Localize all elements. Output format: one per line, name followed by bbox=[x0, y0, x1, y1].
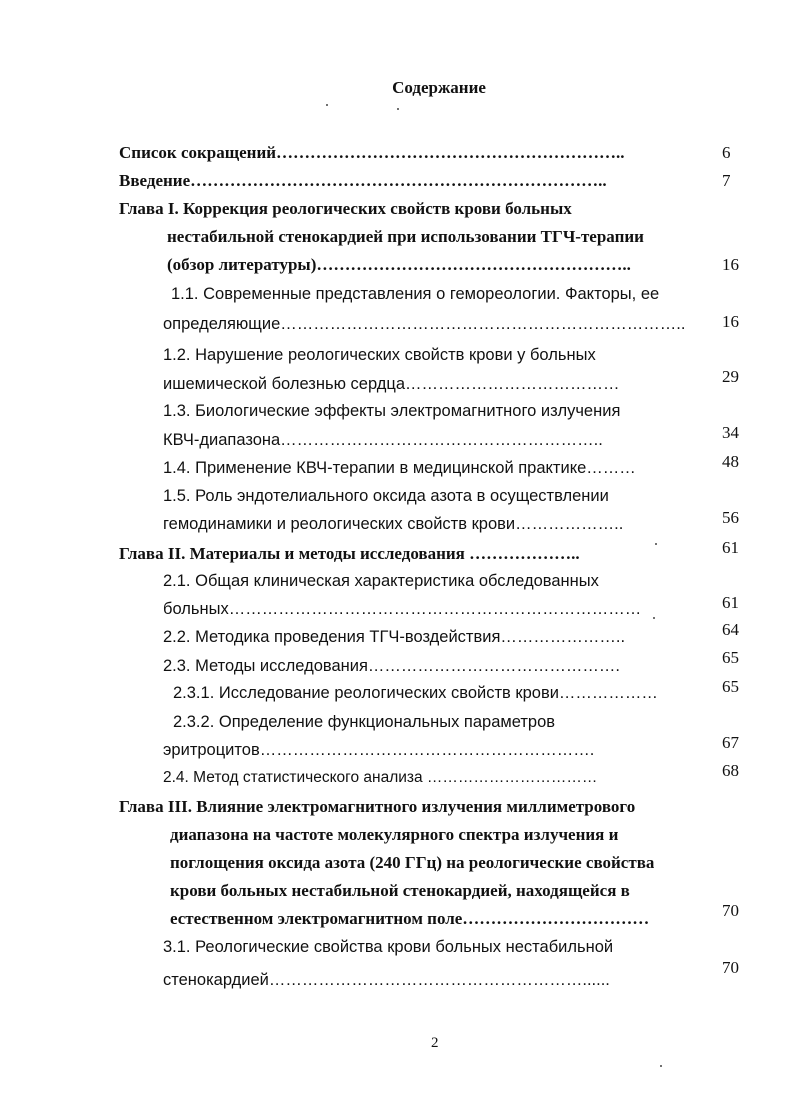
toc-entry-1-5-line2: гемодинамики и реологических свойств крови……………….. bbox=[163, 515, 624, 533]
toc-page-number: 61 bbox=[722, 538, 739, 557]
toc-entry-1-1: 1.1. Современные представления о гемореологии. Факторы, ее bbox=[171, 285, 660, 303]
toc-entry-chapter-1-line3: (обзор литературы)……………………………………………….. bbox=[167, 255, 631, 274]
toc-page-number: 61 bbox=[722, 593, 739, 612]
toc-page-number: 56 bbox=[722, 508, 739, 527]
toc-page-number: 64 bbox=[722, 620, 739, 639]
toc-page-number: 16 bbox=[722, 312, 739, 331]
toc-entry-3-1-line2: стенокардией…………………………………………………...... bbox=[163, 971, 610, 989]
toc-page-number: 7 bbox=[722, 171, 731, 190]
toc-entry-1-2-line2: ишемической болезнью сердца………………………………… bbox=[163, 375, 620, 393]
scan-speck bbox=[326, 104, 328, 106]
toc-page-number: 34 bbox=[722, 423, 739, 442]
toc-entry-1-1-line2: определяющие……………………………………………………………….. bbox=[163, 315, 686, 333]
toc-page-number: 16 bbox=[722, 255, 739, 274]
toc-entry-chapter-3-line5: естественном электромагнитном поле…………………………… bbox=[170, 909, 650, 928]
toc-entry-chapter-1-line2: нестабильной стенокардией при использовании ТГЧ-терапии bbox=[167, 227, 644, 246]
toc-entry-1-4: 1.4. Применение КВЧ-терапии в медицинской практике……… bbox=[163, 459, 636, 477]
toc-entry-chapter-3-line3: поглощения оксида азота (240 ГГц) на реологические свойства bbox=[170, 853, 655, 872]
toc-entry-2-2: 2.2. Методика проведения ТГЧ-воздействия………………….. bbox=[163, 628, 626, 646]
toc-page-number: 65 bbox=[722, 648, 739, 667]
toc-entry-3-1: 3.1. Реологические свойства крови больных нестабильной bbox=[163, 938, 614, 956]
toc-page-number: 48 bbox=[722, 452, 739, 471]
toc-entry-2-1: 2.1. Общая клиническая характеристика обследованных bbox=[163, 572, 599, 590]
toc-entry-chapter-1: Глава I. Коррекция реологических свойств крови больных bbox=[119, 199, 572, 218]
scan-speck bbox=[660, 1065, 662, 1067]
toc-entry-chapter-3-line2: диапазона на частоте молекулярного спектра излучения и bbox=[170, 825, 619, 844]
toc-entry-2-4: 2.4. Метод статистического анализа …………………………… bbox=[163, 769, 598, 786]
toc-entry-chapter-3-line4: крови больных нестабильной стенокардией, находящейся в bbox=[170, 881, 630, 900]
toc-entry-2-3-2-line2: эритроцитов……………………………………………………. bbox=[163, 741, 595, 759]
page-number: 2 bbox=[431, 1035, 439, 1051]
toc-page-number: 70 bbox=[722, 958, 739, 977]
toc-entry-2-1-line2: больных………………………………………………………………… bbox=[163, 600, 642, 618]
toc-entry-1-5: 1.5. Роль эндотелиального оксида азота в осуществлении bbox=[163, 487, 609, 505]
toc-page-number: 67 bbox=[722, 733, 739, 752]
toc-page-number: 70 bbox=[722, 901, 739, 920]
toc-entry-1-3-line2: КВЧ-диапазона………………………………………………….. bbox=[163, 431, 603, 449]
scan-speck bbox=[397, 108, 399, 110]
toc-entry-chapter-3: Глава III. Влияние электромагнитного излучения миллиметрового bbox=[119, 797, 636, 816]
toc-entry-2-3-2: 2.3.2. Определение функциональных параметров bbox=[173, 713, 556, 731]
toc-entry-1-3: 1.3. Биологические эффекты электромагнитного излучения bbox=[163, 402, 621, 420]
page-title: Содержание bbox=[392, 78, 486, 97]
toc-page-number: 29 bbox=[722, 367, 739, 386]
toc-entry-abbreviations: Список сокращений…………………………………………………….. bbox=[119, 143, 625, 162]
scan-speck bbox=[655, 543, 657, 545]
toc-entry-2-3: 2.3. Методы исследования………………………………………. bbox=[163, 657, 620, 675]
scan-speck bbox=[653, 617, 655, 619]
toc-page-number: 6 bbox=[722, 143, 731, 162]
toc-page-number: 68 bbox=[722, 761, 739, 780]
toc-entry-1-2: 1.2. Нарушение реологических свойств крови у больных bbox=[163, 346, 596, 364]
toc-entry-chapter-2: Глава II. Материалы и методы исследования ……………….. bbox=[119, 544, 580, 563]
toc-entry-introduction: Введение……………………………………………………………….. bbox=[119, 171, 607, 190]
toc-entry-2-3-1: 2.3.1. Исследование реологических свойств крови……………… bbox=[173, 684, 658, 702]
toc-page-number: 65 bbox=[722, 677, 739, 696]
